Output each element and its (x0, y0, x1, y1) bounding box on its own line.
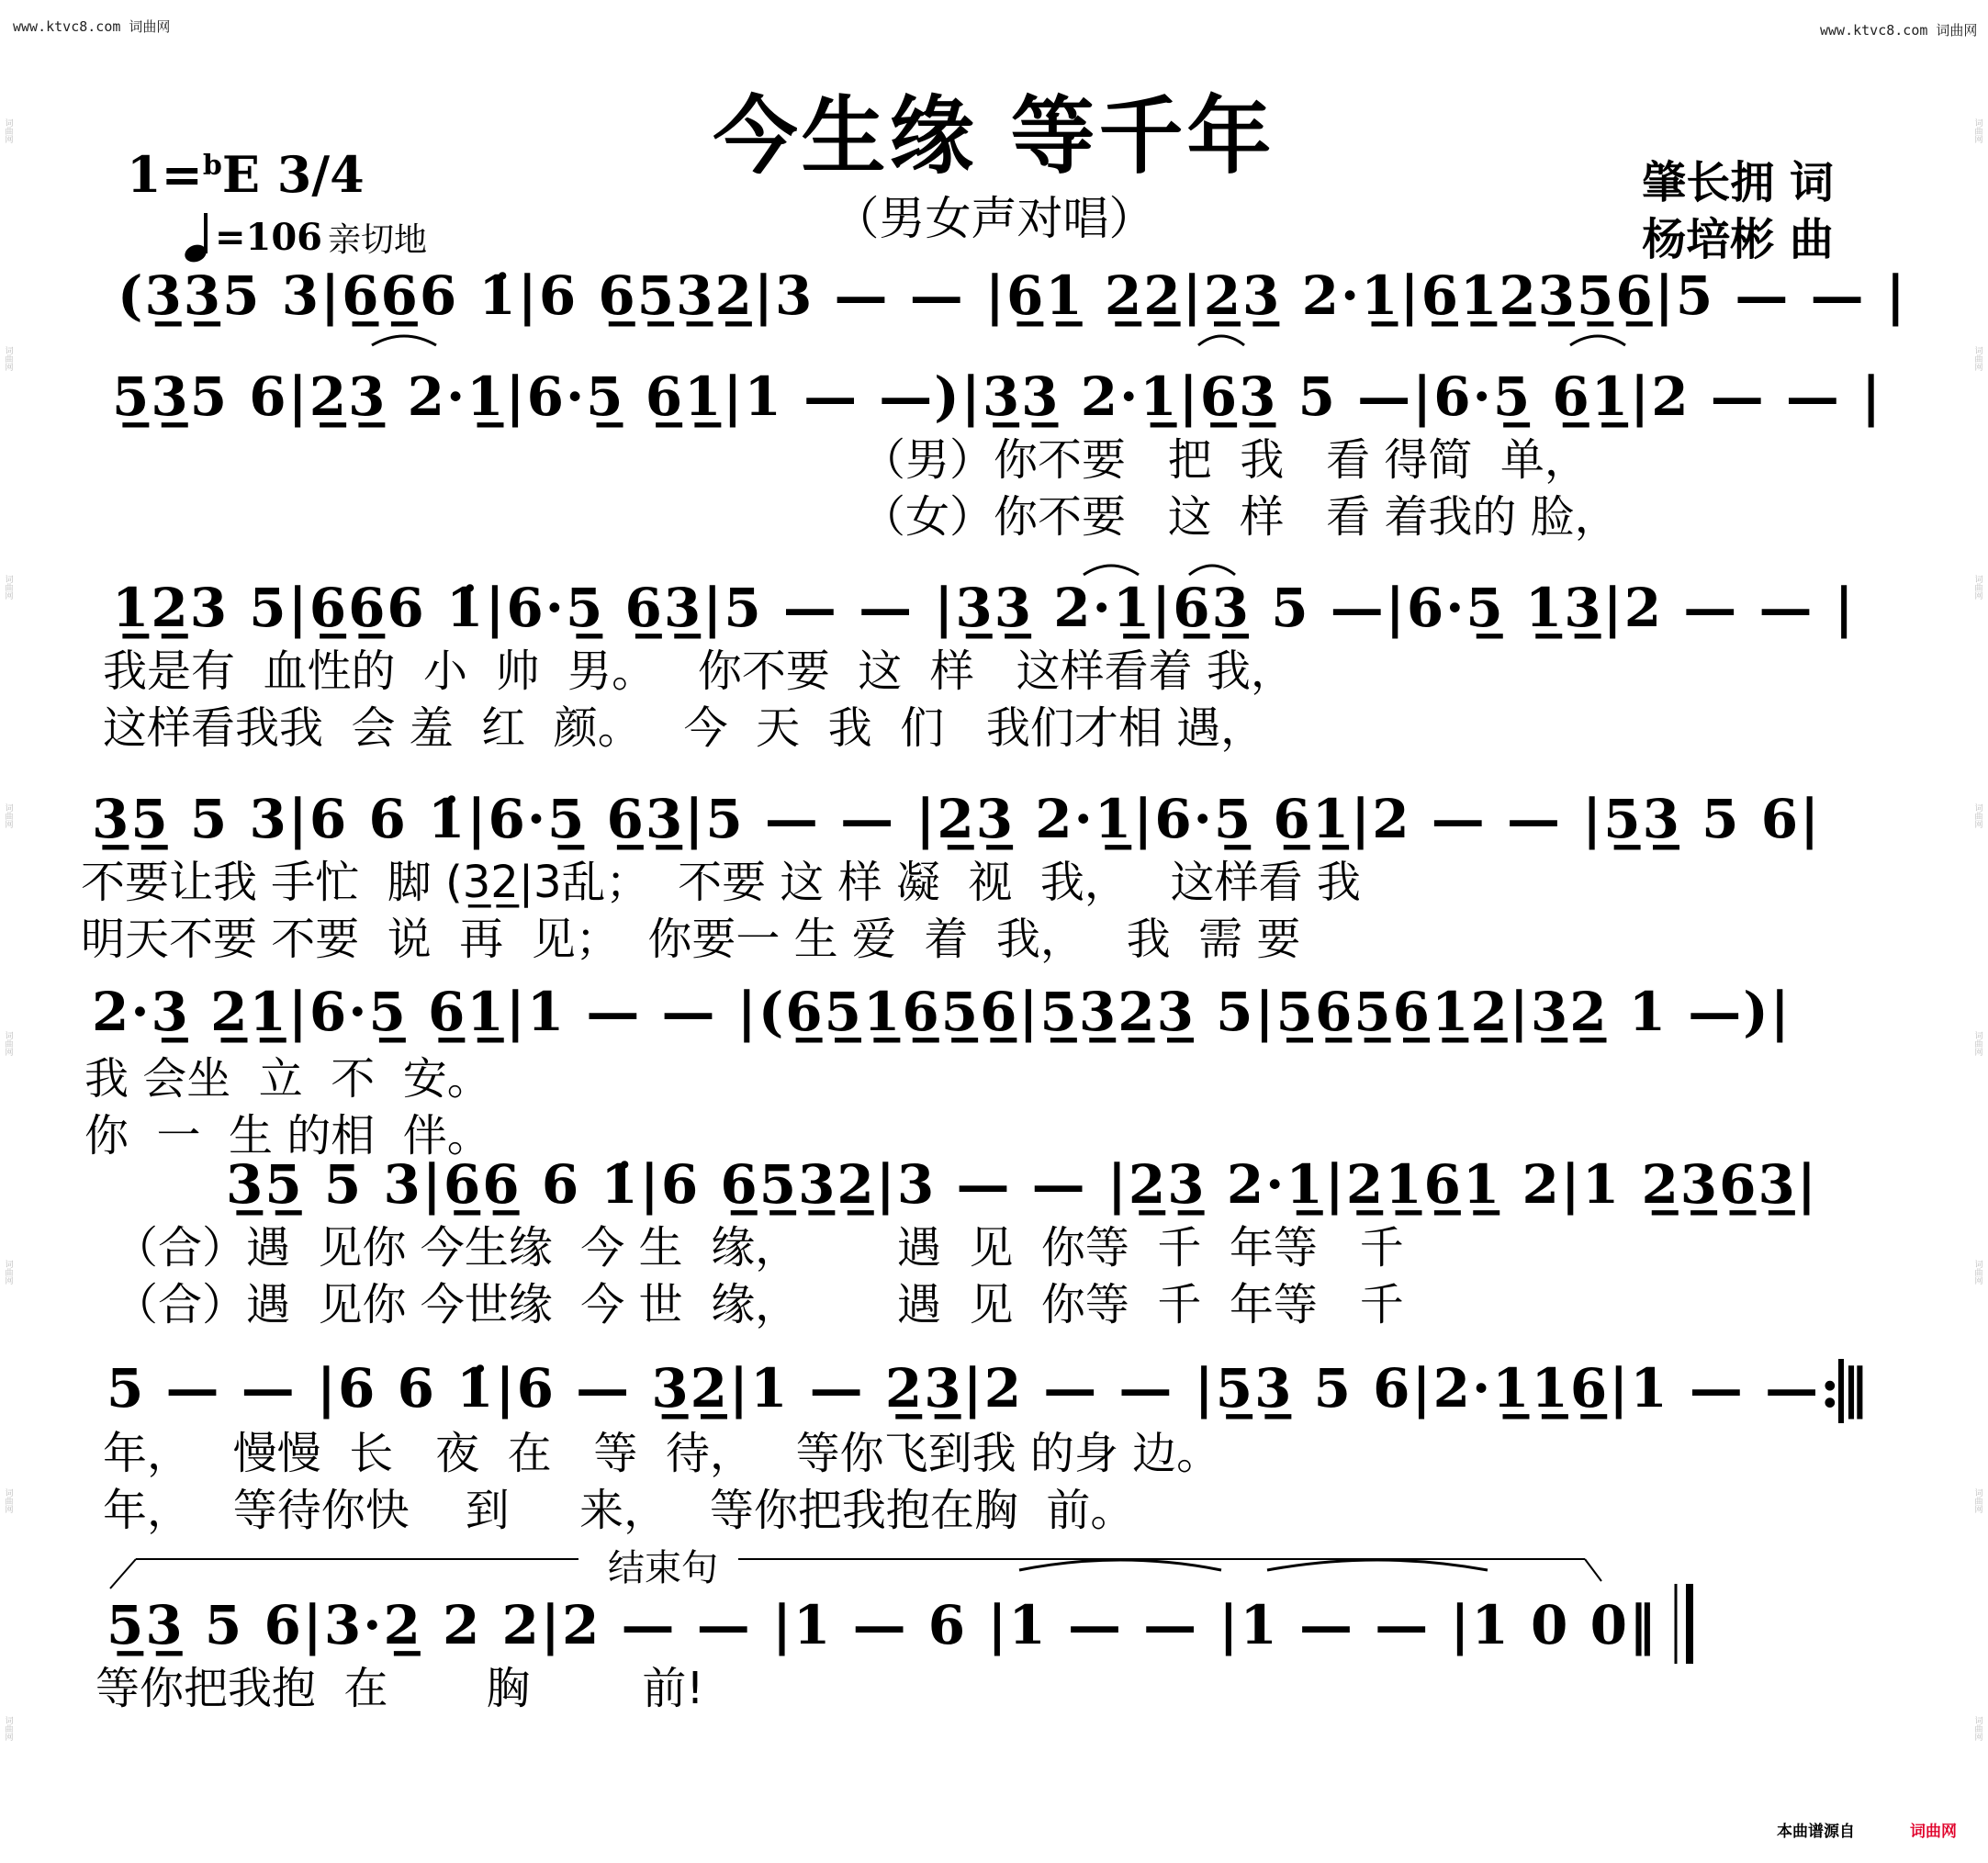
lyrics-line-6-b: （合）遇 见你 今世缘 今 世 缘， 遇 见 你等 千 年等 千 (114, 1279, 1404, 1330)
song-title: 今生缘 等千年 (713, 87, 1275, 185)
lyrics-line-4-female: 明天不要 不要 说 再 见； 你要一 生 爱 着 我， 我 需 要 (81, 914, 1301, 965)
composer-credit: 杨培彬 曲 (1642, 214, 1834, 265)
lyrics-line-4-male: 不要让我 手忙 脚 (3̲2̲|3乱； 不要 这 样 凝 视 我， 这样看 我 (81, 857, 1361, 908)
lyrics-line-7-b: 年， 等待你快 到 来， 等你把我抱在胸 前。 (103, 1485, 1135, 1536)
lyrics-line-2-female: （女）你不要 这 样 看 着我的 脸， (861, 491, 1619, 543)
quarter-note-icon (184, 211, 215, 263)
lyrics-line-8: 等你把我抱 在 胸 前! (95, 1663, 704, 1714)
side-watermark-right: 词曲网 词曲网 词曲网 词曲网 词曲网 词曲网 词曲网 词曲网 (1974, 118, 1983, 1744)
ending-label: 结束句 (597, 1539, 729, 1591)
notation-line-4: 3̲5̲ 5 3|6 6 1̇|6·5̲ 6̲3̲|5 — — |2̲3̲ 2·1̲|6·5̲ 6̲1̲|2 — — |5̲3̲ 5 6| (92, 788, 1822, 850)
lyricist-credit: 肇长拥 词 (1642, 157, 1834, 208)
lyrics-line-2-male: （男）你不要 把 我 看 得简 单， (861, 434, 1589, 486)
watermark-top-right: www.ktvc8.com 词曲网 (1820, 22, 1978, 39)
lyrics-line-3-male: 我是有 血性的 小 帅 男。 你不要 这 样 这样看着 我， (103, 645, 1295, 697)
side-watermark-left: 词曲网 词曲网 词曲网 词曲网 词曲网 词曲网 词曲网 词曲网 (5, 118, 14, 1744)
notation-line-2: 5̲3̲5 6|2̲3̲ 2·1̲|6·5̲ 6̲1̲|1 — —)|3̲3̲ 2·1̲|6̲3̲ 5 —|6·5̲ 6̲1̲|2 — — | (112, 365, 1883, 428)
lyrics-line-6-a: （合）遇 见你 今生缘 今 生 缘， 遇 见 你等 千 年等 千 (114, 1222, 1404, 1274)
lyrics-line-7-a: 年， 慢慢 长 夜 在 等 待， 等你飞到我 的身 边。 (103, 1428, 1221, 1479)
notation-line-6: 3̲5̲ 5 3|6̲6̲ 6 1̇|6 6̲5̲3̲2̲|3 — — |2̲3̲ 2·1̲|2̲1̲6̲1̲ 2|1 2̲3̲6̲3̲| (226, 1153, 1818, 1216)
notation-line-8: 5̲3̲ 5 6|3·2̲ 2 2|2 — — |1 — 6 |1 — — |1 — — |1 0 0‖ (107, 1594, 1657, 1656)
lyrics-line-5-female: 你 一 生 的相 伴。 (84, 1110, 491, 1162)
footer-site-logo: 词曲网 (1910, 1823, 1957, 1841)
notation-line-5: 2·3̲ 2̲1̲|6·5̲ 6̲1̲|1 — — |(6̲5̲1̲6̲5̲6̲|5̲3̲2̲3̲ 5|5̲6̲5̲6̲1̲2̲|3̲2̲ 1 —)| (92, 981, 1791, 1043)
notation-line-3: 1̲2̲3 5|6̲6̲6 1̇|6·5̲ 6̲3̲|5 — — |3̲3̲ 2·1̲|6̲3̲ 5 —|6·5̲ 1̲3̲|2 — — | (112, 577, 1856, 639)
song-subtitle: （男女声对唱） (833, 192, 1155, 245)
lyrics-line-5-male: 我 会坐 立 不 安。 (84, 1053, 491, 1105)
watermark-top-left: www.ktvc8.com 词曲网 (13, 18, 171, 35)
key-signature: 1=$^b$E 3/4 (127, 145, 365, 204)
tempo-marking: =106 亲切地 (184, 211, 427, 263)
notation-line-7: 5 — — |6 6 1̇|6 — 3̲2̲|1 — 2̲3̲|2 — — |5̲3̲ 5 6|2·1̲1̲6̲|1 — —:‖ (107, 1357, 1870, 1420)
lyrics-line-3-female: 这样看我我 会 羞 红 颜。 今 天 我 们 我们才相 遇， (103, 702, 1265, 754)
footer-source: 本曲谱源自 (1777, 1823, 1855, 1841)
notation-line-1: (3̲3̲5 3|6̲6̲6 1̇|6 6̲5̲3̲2̲|3 — — |6̲1̲ 2̲2̲|2̲3̲ 2·1̲|6̲1̲2̲3̲5̲6̲|5 — — | (118, 264, 1907, 327)
